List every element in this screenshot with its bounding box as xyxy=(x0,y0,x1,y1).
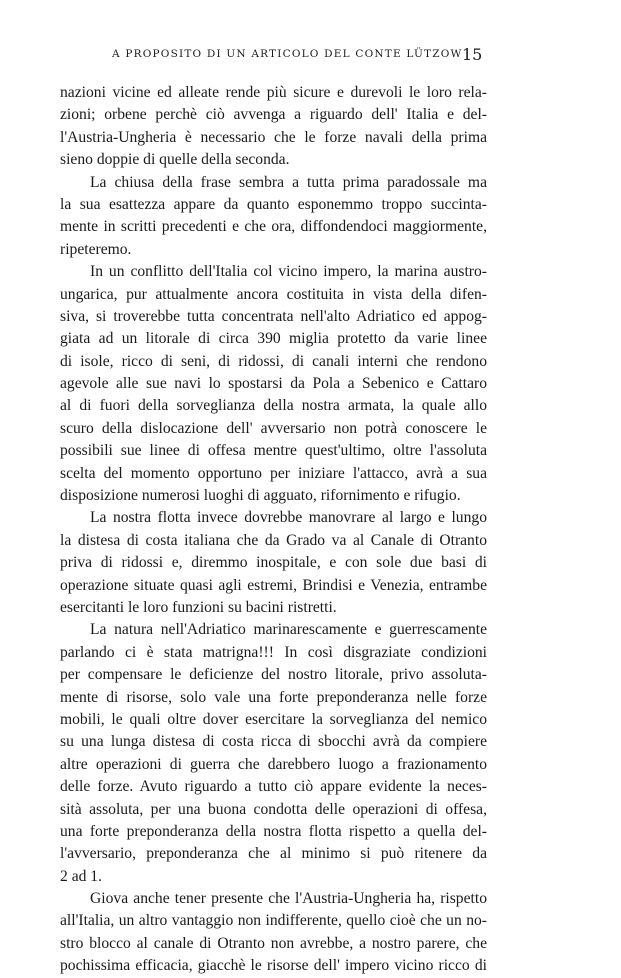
text-line: 2 ad 1. xyxy=(60,867,103,885)
text-line: scelta del momento opportuno per iniziare l'attacco, avrà a sua xyxy=(60,464,487,482)
text-line: di isole, ricco di seni, di ridossi, di canali interni che rendono xyxy=(60,352,487,370)
paragraph-start-line: La chiusa della frase sembra a tutta prima paradossale ma xyxy=(90,173,487,191)
body-text xyxy=(60,82,487,978)
text-line: l'Austria-Ungheria è necessario che le forze navali della prima xyxy=(60,128,487,146)
text-line: esercitanti le loro funzioni su bacini ristretti. xyxy=(60,598,337,616)
text-line: priva di ridossi e, diremmo inospitale, e con sole due basi di xyxy=(60,554,487,572)
text-line: siva, si troverebbe tutta concentrata nell'alto Adriatico ed appog- xyxy=(60,307,487,325)
text-line: una forte preponderanza della nostra flotta rispetto a quella del- xyxy=(60,822,487,840)
text-line: la sua esattezza appare da quanto esponemmo troppo succinta- xyxy=(60,195,487,213)
text-line: zioni; orbene perchè ciò avvenga a riguardo dell' Italia e del- xyxy=(60,106,487,124)
text-line: stro blocco al canale di Otranto non avrebbe, a nostro parere, che xyxy=(60,934,487,952)
text-line: mente di risorse, solo vale una forte preponderanza nelle forze xyxy=(60,688,487,706)
text-line: all'Italia, un altro vantaggio non indifferente, quello cioè che un no- xyxy=(60,912,487,930)
text-line: ungarica, pur attualmente ancora costituita in vista della difen- xyxy=(60,285,487,303)
text-line: operazione situate quasi agli estremi, Brindisi e Venezia, entrambe xyxy=(60,576,487,594)
text-line: possibili sue linee di offesa mentre quest'ultimo, oltre l'assoluta xyxy=(60,442,487,460)
text-line: pochissima efficacia, giacchè le risorse dell' impero vicino ricco di xyxy=(60,957,487,975)
text-line: giata ad un litorale di circa 390 miglia protetto da varie linee xyxy=(60,330,487,348)
text-line: su una lunga distesa di costa ricca di sbocchi avrà da compiere xyxy=(60,733,487,751)
paragraph-start-line: In un conflitto dell'Italia col vicino impero, la marina austro- xyxy=(90,263,487,281)
text-line: altre operazioni di guerra che darebbero luogo a frazionamento xyxy=(60,755,487,773)
text-line: ripeteremo. xyxy=(60,240,132,258)
text-line: nazioni vicine ed alleate rende più sicure e durevoli le loro rela- xyxy=(60,84,487,101)
paragraph-start-line: La nostra flotta invece dovrebbe manovrare al largo e lungo xyxy=(90,509,487,527)
page-number: 15 xyxy=(462,45,483,64)
text-line: mente in scritti precedenti e che ora, diffondendoci maggiormente, xyxy=(60,218,487,236)
paragraph-start-line: Giova anche tener presente che l'Austria-Ungheria ha, rispetto xyxy=(90,890,487,908)
text-line: sieno doppie di quelle della seconda. xyxy=(60,151,290,169)
text-line: scuro della dislocazione dell' avversario non potrà conoscere le xyxy=(60,419,487,437)
paragraph-start-line: La natura nell'Adriatico marinarescamente e guerrescamente xyxy=(90,621,487,639)
text-line: parlando ci è stata matrigna!!! In così disgraziate condizioni xyxy=(60,643,487,661)
text-line: delle forze. Avuto riguardo a tutto ciò appare evidente la neces- xyxy=(60,778,487,796)
text-line: sità assoluta, per una buona condotta delle operazioni di offesa, xyxy=(60,800,487,818)
text-line: per compensare le deficienze del nostro litorale, privo assoluta- xyxy=(60,666,487,684)
text-line: l'avversario, preponderanza che al minimo si può ritenere da xyxy=(60,845,487,863)
text-line: al di fuori della sorveglianza della nostra armata, la quale allo xyxy=(60,397,487,415)
text-line: mobili, le quali oltre dover esercitare la sorveglianza del nemico xyxy=(60,710,487,728)
text-line: la distesa di costa italiana che da Grado va al Canale di Otranto xyxy=(60,531,487,549)
text-line: agevole alle sue navi lo spostarsi da Pola a Sebenico e Cattaro xyxy=(60,375,487,393)
running-title: A PROPOSITO DI UN ARTICOLO DEL CONTE LÜTZOW xyxy=(112,48,463,60)
text-line: disposizione numerosi luoghi di agguato, rifornimento e rifugio. xyxy=(60,487,461,505)
